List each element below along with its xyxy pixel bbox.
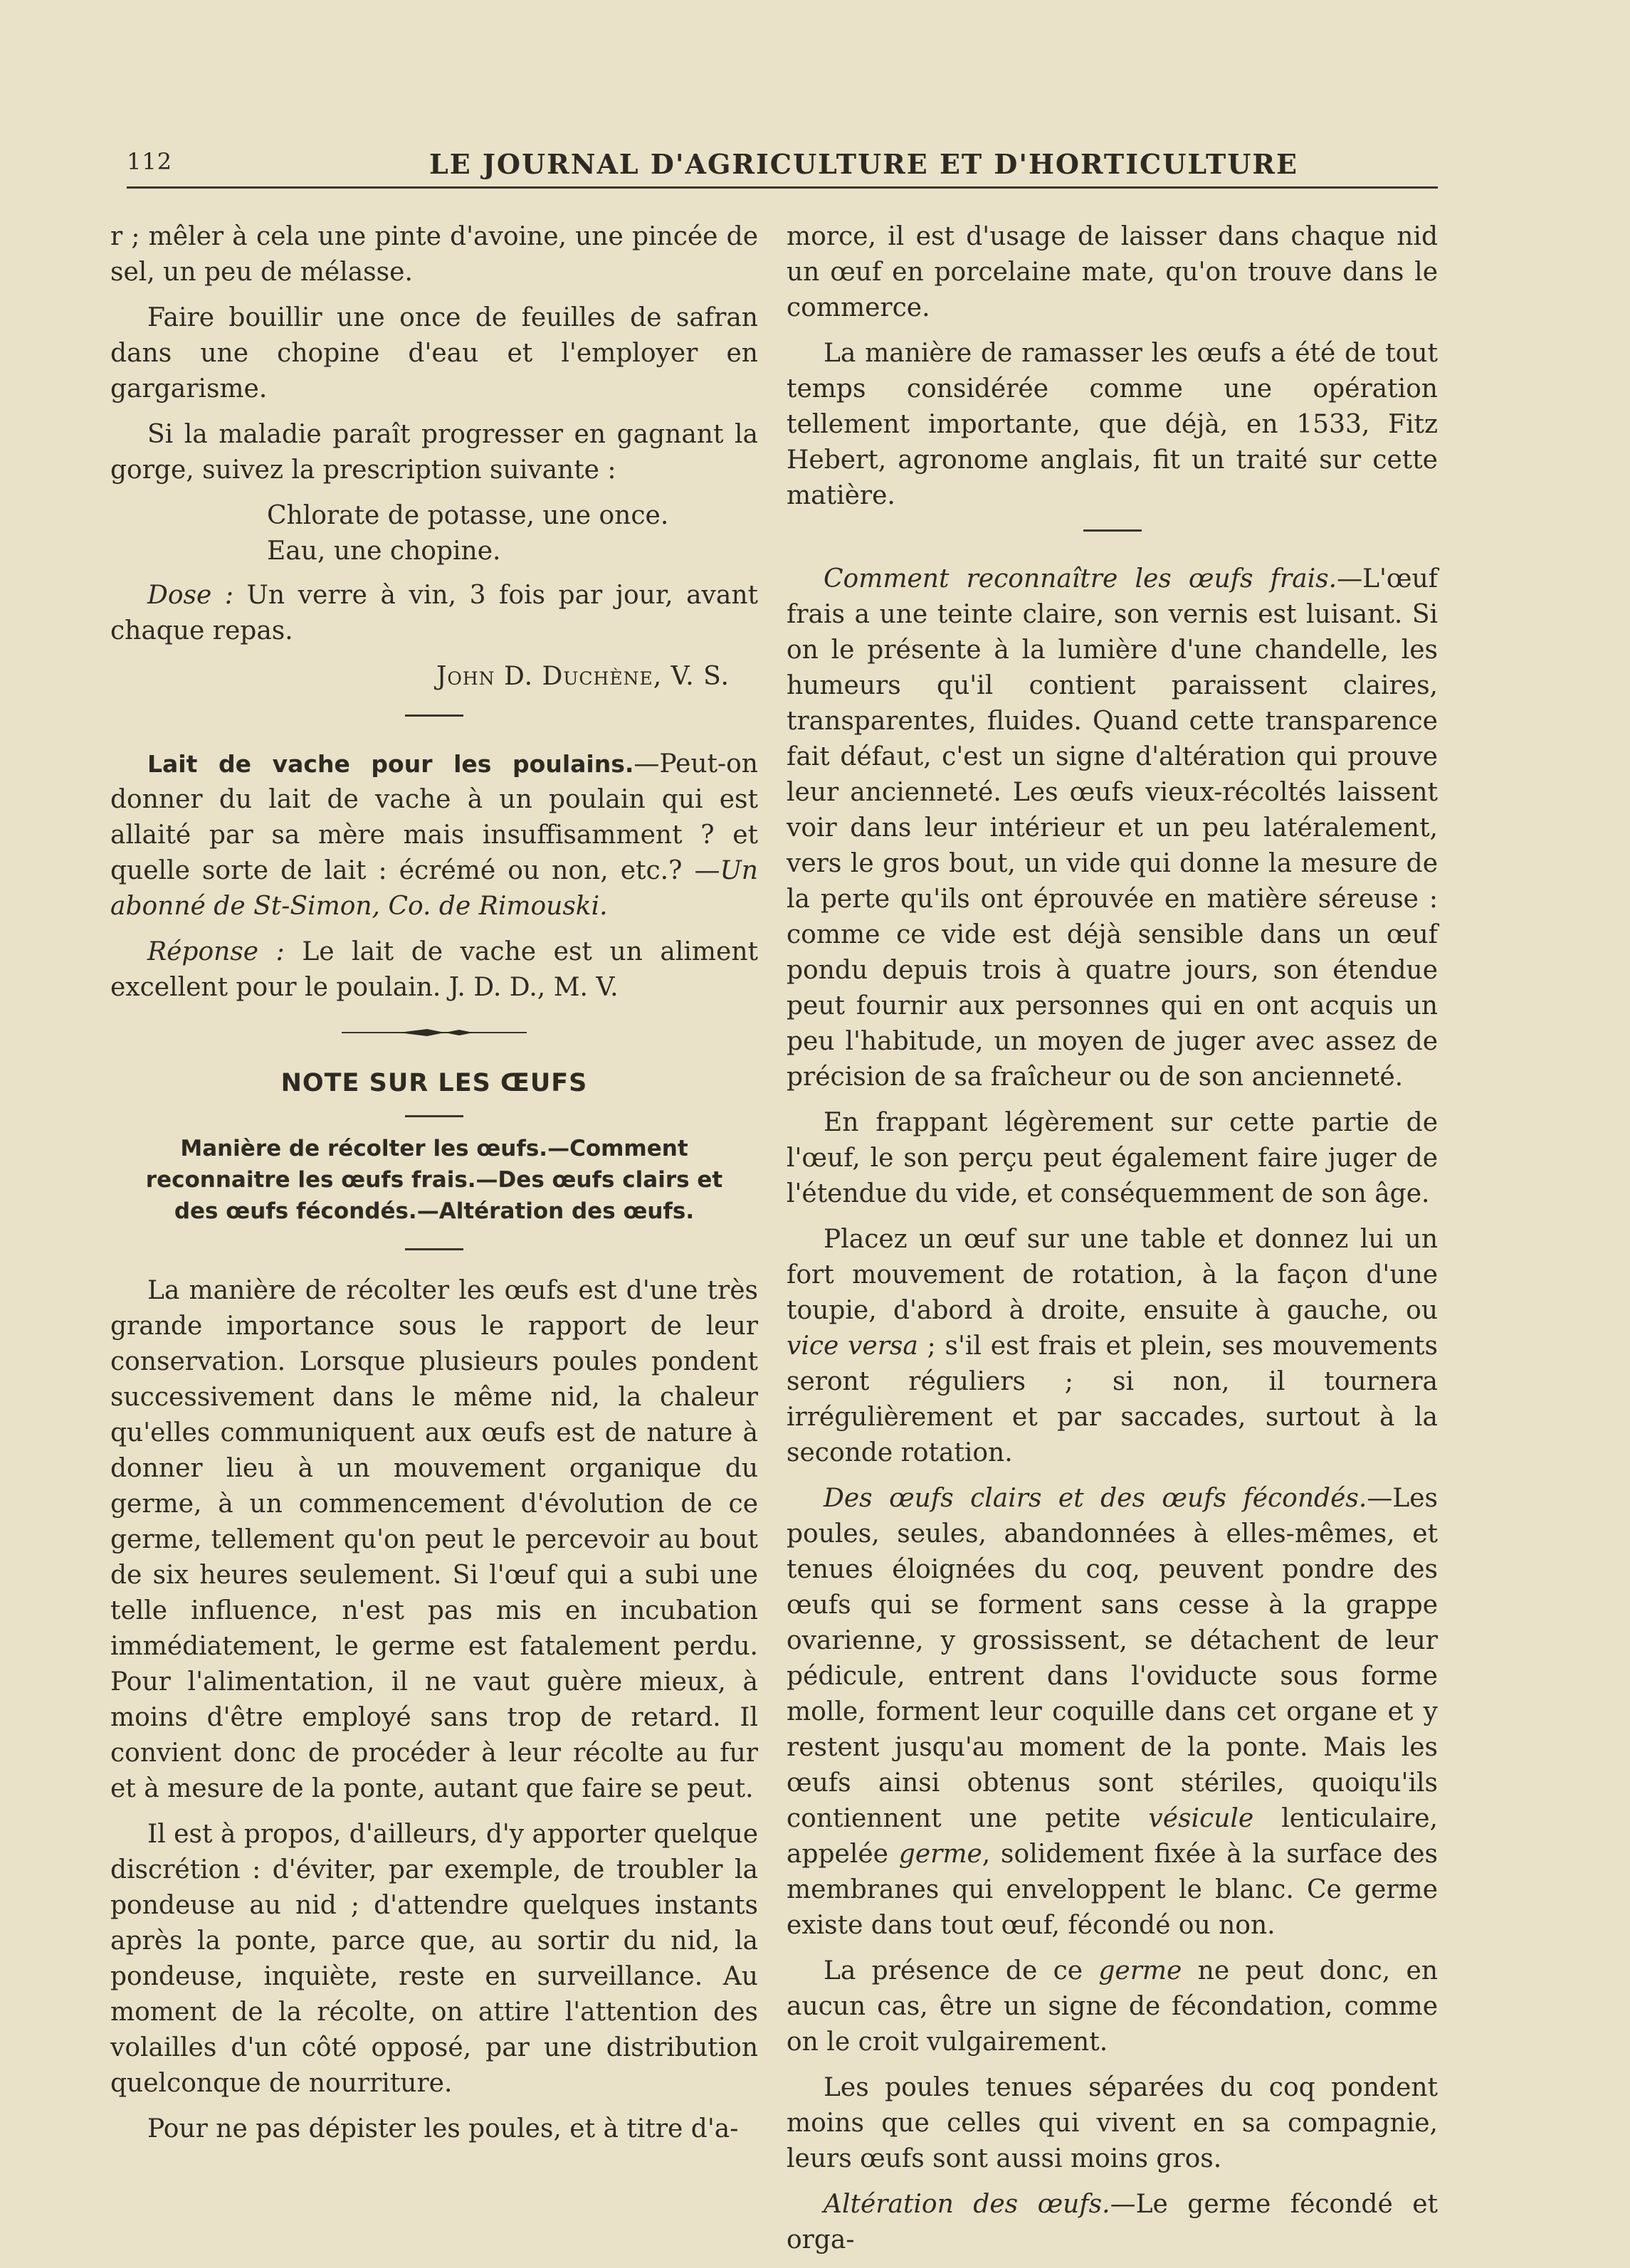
subheading-frais: Comment reconnaître les œufs frais.: [824, 564, 1337, 594]
paragraph: La manière de récolter les œufs est d'une très grande importance sous le rapport de leur conservation. Lorsque plusieurs poules pondent successivement dans le même nid, la chaleur qu'elles communiquent aux œufs est de nature à donner lieu à un mouvement organique du germe, à un commencement d'évolution de ce germe, tellement qu'on peut le percevoir au bout de six heures seulement. Si l'œuf qui a subi une telle influence, n'est pas mis en incubation immédiatement, le germe est fatalement perdu. Pour l'alimentation, il ne vaut guère mieux, à moins d'être employé sans trop de retard. Il convient donc de procéder à leur récolte au fur et à mesure de la ponte, autant que faire se peut.: [110, 1276, 758, 1803]
dose-label: Dose :: [147, 581, 233, 610]
paragraph: [787, 1481, 1438, 1943]
dose-text: Un verre à vin, 3 fois par jour, avant chaque repas.: [110, 581, 758, 645]
prescription-line: Eau, une chopine.: [267, 537, 501, 566]
page-number: 112: [127, 148, 173, 175]
subheading-alteration: Altération des œufs.: [824, 2190, 1110, 2219]
question-paragraph: [110, 747, 758, 924]
paragraph-text: lenticulaire, appelée: [787, 1804, 1438, 1869]
paragraph-text: ; s'il est frais et plein, ses mouvements seront réguliers ; si non, il tournera irrégulièrement et par saccades, surtout à la seconde rotation.: [787, 1331, 1438, 1467]
subheading-clairs: Des œufs clairs et des œufs fécondés.: [824, 1484, 1367, 1513]
paragraph: La manière de ramasser les œufs a été de tout temps considérée comme une opération tellement importante, que déjà, en 1533, Fitz Hebert, agronome anglais, fit un traité sur cette matière.: [787, 339, 1438, 510]
left-column: [110, 219, 758, 2157]
prescription-line: Chlorate de potasse, une once.: [267, 501, 669, 530]
subheading-divider: [405, 1248, 463, 1250]
italic-term: vésicule: [1148, 1804, 1254, 1833]
question-text: —Peut-on donner du lait de vache à un poulain qui est allaité par sa mère mais insuffisamment ? et quelle sorte de lait : écrémé ou non, etc.? —: [110, 749, 758, 885]
paragraph: morce, il est d'usage de laisser dans chaque nid un œuf en porcelaine mate, qu'on trouve dans le commerce.: [787, 222, 1438, 322]
right-column: [787, 219, 1438, 2268]
reponse-paragraph: [110, 934, 758, 1006]
article-subheadings: Manière de récolter les œufs.—Comment reconnaitre les œufs frais.—Des œufs clairs et des œufs fécondés.—Altération des œufs.: [145, 1136, 723, 1224]
paragraph: r ; mêler à cela une pinte d'avoine, une pincée de sel, un peu de mélasse.: [110, 222, 758, 287]
section-divider: [1083, 529, 1142, 532]
section-divider: [405, 714, 463, 717]
paragraph: [787, 2187, 1438, 2258]
paragraph: Si la maladie paraît progresser en gagnant la gorge, suivez la prescription suivante :: [110, 420, 758, 485]
ornament-divider: [327, 1025, 541, 1040]
paragraph: [787, 561, 1438, 1095]
italic-term: vice versa: [787, 1331, 918, 1361]
signature: John D. Duchène, V. S.: [436, 662, 730, 691]
paragraph-text: La présence de ce: [824, 1956, 1099, 1985]
paragraph-text: Placez un œuf sur une table et donnez lui un fort mouvement de rotation, à la façon d'une toupie, d'abord à droite, ensuite à gauche, ou: [787, 1225, 1438, 1325]
dose-paragraph: [110, 578, 758, 649]
paragraph: Pour ne pas dépister les poules, et à titre d'a-: [147, 2114, 739, 2143]
paragraph: Les poules tenues séparées du coq pondent moins que celles qui vivent en sa compagnie, leurs œufs sont aussi moins gros.: [787, 2073, 1438, 2173]
paragraph-text: ne peut donc, en aucun cas, être un signe de fécondation, comme on le croit vulgairement.: [787, 1956, 1438, 2057]
paragraph-text: —Les poules, seules, abandonnées à elles-mêmes, et tenues éloignées du coq, peuvent pondre des œufs qui se forment sans cesse à la grappe ovarienne, y grossissent, se détachent de leur pédicule, entrent dans l'oviducte sous forme molle, forment leur coquille dans cet organe et y restent jusqu'au moment de la ponte. Mais les œufs ainsi obtenus sont stériles, quoiqu'ils contiennent une petite: [787, 1484, 1438, 1833]
paragraph: Faire bouillir une once de feuilles de safran dans une chopine d'eau et l'employer en gargarisme.: [110, 303, 758, 404]
paragraph: [787, 1953, 1438, 2060]
italic-term: germe: [898, 1840, 982, 1869]
paragraph: Il est à propos, d'ailleurs, d'y apporter quelque discrétion : d'éviter, par exemple, de troubler la pondeuse au nid ; d'attendre quelques instants après la ponte, parce que, au sortir du nid, la pondeuse, inquiète, reste en surveillance. Au moment de la récolte, on attire l'attention des volailles d'un côté opposé, par une distribution quelconque de nourriture.: [110, 1820, 758, 2098]
paragraph-text: —L'œuf frais a une teinte claire, son vernis est luisant. Si on le présente à la lumière d'une chandelle, les humeurs qu'il contient paraissent claires, transparentes, fluides. Quand cette transparence fait défaut, c'est un signe d'altération qui prouve leur ancienneté. Les œufs vieux-récoltés laissent voir dans leur intérieur et un peu latéralement, vers le gros bout, un vide qui donne la mesure de la perte qu'ils ont éprouvée en matière séreuse : comme ce vide est déjà sensible dans un œuf pondu depuis trois à quatre jours, son étendue peut fournir aux personnes qui en ont acquis un peu l'habitude, un moyen de juger avec assez de précision de sa fraîcheur ou de son ancienneté.: [787, 564, 1438, 1092]
italic-term: germe: [1098, 1956, 1182, 1985]
running-title: LE JOURNAL D'AGRICULTURE ET D'HORTICULTURE: [429, 148, 1298, 180]
paragraph-text: —Le germe fécondé et orga-: [787, 2190, 1438, 2254]
question-title: Lait de vache pour les poulains.: [147, 750, 634, 778]
question-author: Un abonné de St-Simon, Co. de Rimouski.: [110, 856, 758, 921]
title-divider: [405, 1115, 463, 1117]
page-header: [127, 148, 1436, 191]
header-rule: [127, 186, 1438, 189]
article-title: NOTE SUR LES ŒUFS: [280, 1069, 588, 1097]
paragraph-text: , solidement fixée à la surface des membranes qui enveloppent le blanc. Ce germe existe dans tout œuf, fécondé ou non.: [787, 1840, 1438, 1940]
paragraph: En frappant légèrement sur cette partie de l'œuf, le son perçu peut également faire juger de l'étendue du vide, et conséquemment de son âge.: [787, 1108, 1438, 1208]
reponse-text: Le lait de vache est un aliment excellent pour le poulain. J. D. D., M. V.: [110, 937, 758, 1002]
paragraph: [787, 1222, 1438, 1471]
reponse-label: Réponse :: [147, 937, 285, 966]
